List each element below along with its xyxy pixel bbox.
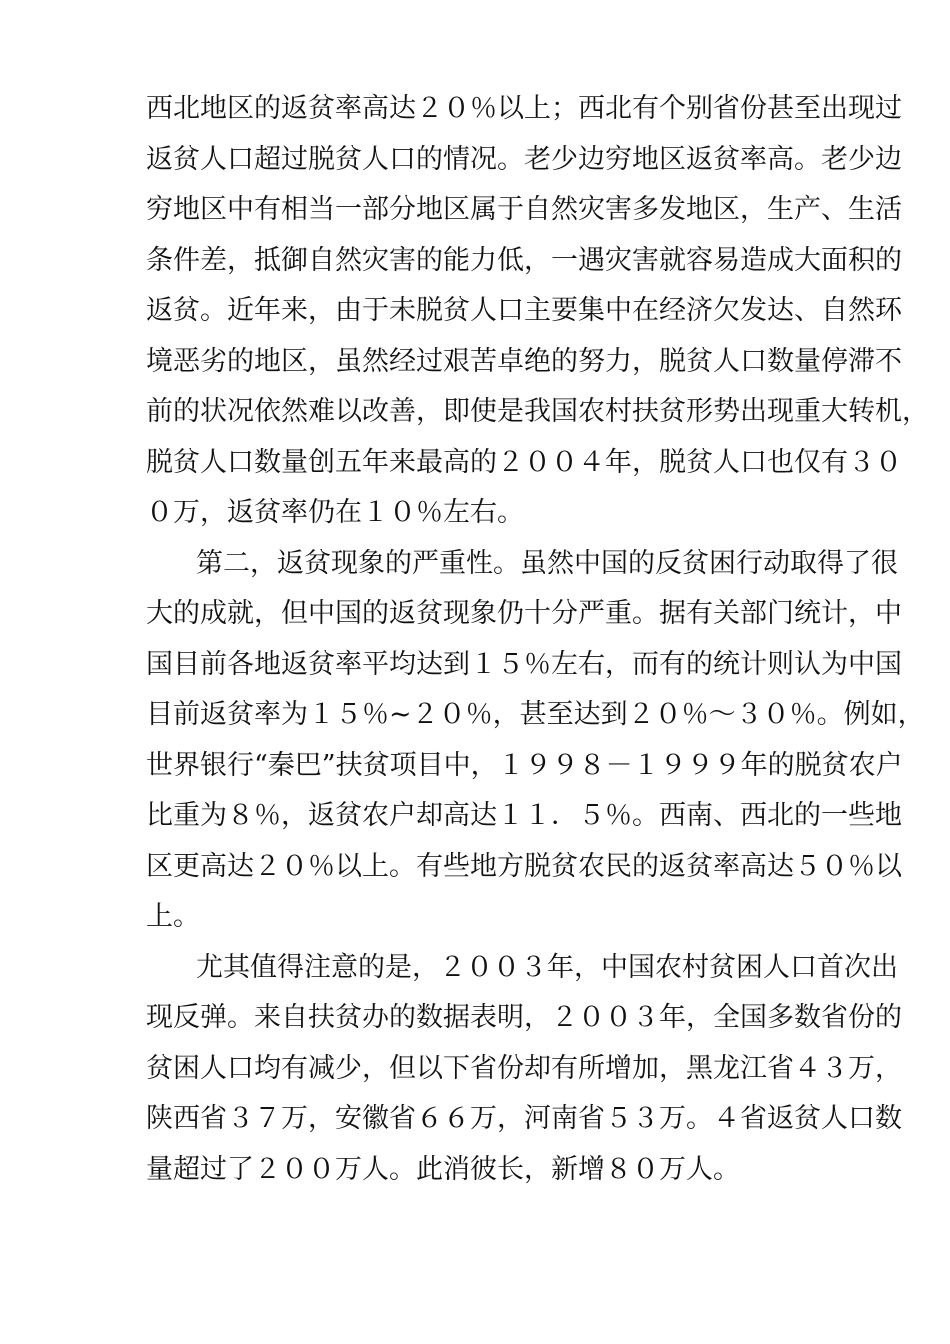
document-body <box>146 84 929 1195</box>
text-line: 西北地区的返贫率高达２０％以上；西北有个别省份甚至出现过 <box>146 93 902 124</box>
text-line: 目前返贫率为１５％~２０％，甚至达到２０％～３０％。例如， <box>146 699 925 730</box>
text-line: 陕西省３７万，安徽省６６万，河南省５３万。４省返贫人口数 <box>146 1103 902 1134</box>
text-line: 返贫人口超过脱贫人口的情况。老少边穷地区返贫率高。老少边 <box>146 143 902 175</box>
text-line: 区更高达２０％以上。有些地方脱贫农民的返贫率高达５０％以 <box>146 850 902 882</box>
text-line: 第二，返贫现象的严重性。虽然中国的反贫困行动取得了很 <box>196 547 898 579</box>
text-line: 前的状况依然难以改善，即使是我国农村扶贫形势出现重大转机， <box>146 396 929 427</box>
text-line: 返贫。近年来，由于未脱贫人口主要集中在经济欠发达、自然环 <box>146 295 902 326</box>
text-line: 境恶劣的地区，虽然经过艰苦卓绝的努力，脱贫人口数量停滞不 <box>146 345 902 377</box>
text-line: 大的成就，但中国的返贫现象仍十分严重。据有关部门统计，中 <box>146 598 902 629</box>
text-line: 条件差，抵御自然灾害的能力低，一遇灾害就容易造成大面积的 <box>146 244 902 276</box>
paragraph-2 <box>146 539 925 943</box>
text-line: ０万，返贫率仍在１０％左右。 <box>146 497 524 528</box>
text-line: 量超过了２００万人。此消彼长，新增８０万人。 <box>146 1153 740 1185</box>
text-line: 贫困人口均有减少，但以下省份却有所增加，黑龙江省４３万， <box>146 1052 902 1084</box>
text-line: 穷地区中有相当一部分地区属于自然灾害多发地区，生产、生活 <box>146 194 902 225</box>
text-line: 脱贫人口数量创五年来最高的２００４年，脱贫人口也仅有３０ <box>146 446 902 478</box>
text-line: 尤其值得注意的是，２００３年，中国农村贫困人口首次出 <box>196 951 898 983</box>
text-line: 比重为８％，返贫农户却高达１１．５％。西南、西北的一些地 <box>146 800 902 831</box>
text-line: 上。 <box>146 901 200 932</box>
paragraph-3 <box>146 943 902 1196</box>
text-line: 国目前各地返贫率平均达到１５％左右，而有的统计则认为中国 <box>146 648 902 680</box>
text-line: 世界银行“秦巴”扶贫项目中，１９９８－１９９９年的脱贫农户 <box>146 749 903 781</box>
paragraph-1 <box>146 84 929 539</box>
text-line: 现反弹。来自扶贫办的数据表明，２００３年，全国多数省份的 <box>146 1002 902 1033</box>
